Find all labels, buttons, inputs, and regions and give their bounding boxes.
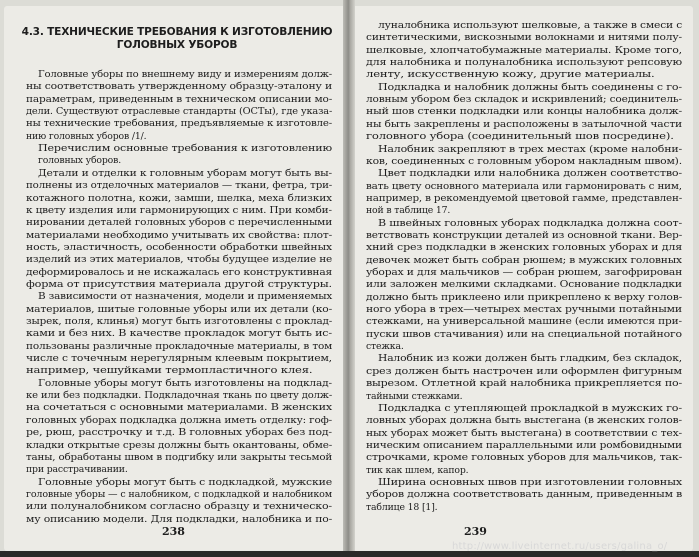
- left_page-text-line: материалами необходимо учитывать их свойства: плот-: [26, 229, 333, 241]
- right_page-text-line: Подкладка и налобник должны быть соединены с го-: [378, 81, 682, 93]
- left_page-text-line: нию головных уборов /1/.: [26, 130, 147, 142]
- right_page-text-line: ный шов стенки подкладки или концы налобника долж-: [366, 106, 682, 118]
- right_page-text-line: головного убора (соединительный шов посредине).: [366, 131, 674, 143]
- left_page-text-line: Детали и отделки к головным уборам могут быть вы-: [38, 167, 332, 179]
- right_page-text-line: Налобник закрепляют в трех местах (кроме налобни-: [378, 143, 683, 155]
- right_page-text-line: например, в рекомендуемой цветовой гамме, представлен-: [366, 192, 683, 204]
- left_page-text-line: полнены из отделочных материалов — ткани, фетра, три-: [26, 180, 333, 192]
- right_page-text-line: ленту, искусственную кожу, другие материалы.: [366, 69, 655, 81]
- left_page-text-line: ре, рюш, расстрочку и т.д. В головных уборах без под-: [26, 427, 332, 439]
- left_page-text-line: изделий из этих материалов, чтобы будущее изделие не: [26, 254, 333, 266]
- right_page-text-line: пуски швов стачивания) или на специальной потайного: [366, 328, 682, 340]
- right_page-text-line: уборах и для мальчиков — собран рюшем, загофрирован: [366, 267, 683, 278]
- left_page-text-line: ке или без подкладки. Подкладочная ткань по цвету долж-: [26, 390, 333, 402]
- right_page-text-line: ков, соединенных с головным убором накладным швом).: [366, 155, 682, 167]
- left_page-text-line: Головные уборы могут быть с подкладкой, мужские: [38, 476, 333, 488]
- right_page-text-line: Цвет подкладки или налобника должен соответство-: [378, 168, 683, 180]
- right_page-text-line: луналобника используют шелковые, а также в смеси с: [378, 20, 683, 31]
- right_page-text-line: ническим описанием параллельными или ромбовидными: [366, 439, 682, 451]
- left_page-text-line: котажного полотна, кожи, замши, шелка, меха близких: [26, 192, 332, 204]
- left_page-text-line: параметрам, приведенным в техническом описании мо-: [26, 93, 333, 105]
- left_page-text-line: Головные уборы могут быть изготовлены на подклад-: [38, 377, 332, 389]
- left_page-text-line: дели. Существуют отраслевые стандарты (ОСТы), где указа-: [26, 106, 333, 118]
- right_page-text-line: или заложен мелкими складками. Основание подкладки: [366, 279, 682, 291]
- left_page-text-line: на сочетаться с основными материалами. В женских: [26, 402, 333, 414]
- right_page-text-line: Налобник из кожи должен быть гладким, без складок,: [378, 353, 683, 365]
- right-page: [352, 6, 693, 551]
- left_page-text-line: кладки открытые срезы должны быть окантованы, обме-: [26, 439, 333, 451]
- left_page-text-line: головных уборов.: [38, 155, 122, 167]
- right_page-text-line: тик как шлем, капор.: [366, 464, 469, 476]
- right_page-text-line: таблице 18 [1].: [366, 501, 438, 513]
- left_page-text-line: таны, обработаны швом в подгибку или закрыты тесьмой: [26, 451, 333, 463]
- right_page-text-line: ной в таблице 17.: [366, 205, 451, 217]
- left_page-text-line: ны технические требования, предъявляемые к изготовле-: [26, 118, 333, 130]
- left_page-text-line: ность, эластичность, особенности обработки швейных: [26, 241, 332, 253]
- right_page-text-line: ветствовать конструкции деталей из основной ткани. Вер-: [366, 229, 683, 241]
- book-gutter: [343, 0, 355, 557]
- page-number-right: 239: [464, 525, 487, 538]
- left_page-text-line: пользованы различные прокладочные материалы, в том: [26, 340, 333, 352]
- left_page-text-line: зырек, поля, клинья) могут быть изготовлены с проклад-: [26, 316, 333, 327]
- footer-url: http://www.liveinternet.ru/users/galina_o/: [452, 541, 668, 552]
- left_page-text-line: В зависимости от назначения, модели и применяемых: [38, 291, 333, 303]
- section-heading-line-2: ГОЛОВНЫХ УБОРОВ: [116, 39, 238, 51]
- left_page-text-line: или полуналобником согласно образцу и техническо-: [26, 501, 332, 513]
- section-heading: [18, 26, 336, 52]
- left_page-text-line: головные уборы — с налобником, с подкладкой и налобником: [26, 488, 333, 500]
- right_page-text-line: ловных уборах должна быть выстегана (в женских голов-: [366, 415, 682, 427]
- left_page-text-line: форма от присутствия материала другой структуры.: [26, 278, 332, 290]
- left_page-text-line: нировании деталей головных уборов с перечисленными: [26, 217, 333, 229]
- right_page-text-line: В швейных головных уборах подкладка должна соот-: [378, 217, 683, 229]
- left_page-text-line: числе с точечным нерегулярным клеевым покрытием,: [26, 353, 332, 365]
- left_page-text-line: ками и без них. В качестве прокладок могут быть ис-: [26, 328, 332, 340]
- left_page-text-line: например, чешуйками термопластичного клея.: [26, 365, 313, 377]
- right_page-text-line: ны быть закреплены и расположены в затылочной части: [366, 118, 683, 130]
- right_page-text-line: должно быть приклеено или прикреплено к верху голов-: [366, 291, 683, 303]
- right_page-text-line: тайными стежками.: [366, 390, 463, 402]
- right_page-text-line: шелковые, хлопчатобумажные материалы. Кроме того,: [366, 44, 683, 56]
- page-number-left: 238: [162, 525, 185, 538]
- right_page-text-line: вать цвету основного материала или гармонировать с ним,: [366, 180, 682, 192]
- left_page-text-line: материалов, шитые головные уборы или их детали (ко-: [26, 303, 333, 315]
- left_page-text-line: му описанию модели. Для подкладки, налобника и по-: [26, 513, 333, 525]
- right_page-text-line: девочек может быть собран рюшем; в мужских головных: [366, 254, 682, 266]
- right_page-text-line: ных уборах может быть выстегана) в соответствии с тех-: [366, 427, 682, 439]
- left_page-text-line: ны соответствовать утвержденному образцу-эталону и: [26, 81, 333, 93]
- right_page-text-line: ного убора в трех—четырех местах ручными потайными: [366, 304, 682, 316]
- right_page-text-line: для налобника и полуналобника используют репсовую: [366, 57, 682, 69]
- right_page-text-line: уборов должна соответствовать данным, приведенным в: [366, 489, 683, 501]
- left_page-text-line: деформировалось и не искажалась его конструктивная: [26, 266, 333, 278]
- left_page-text-line: при расстрачивании.: [26, 464, 128, 476]
- right_page-text-line: синтетическими, вискозными волокнами и нитями полу-: [366, 32, 682, 44]
- left_page-text-line: Головные уборы по внешнему виду и измерениям долж-: [38, 69, 333, 80]
- right_page-text-line: Ширина основных швов при изготовлении головных: [378, 476, 682, 488]
- right_page-text-line: вырезом. Отлетной край налобника прикрепляется по-: [366, 378, 683, 390]
- right_page-text-line: строчками, кроме головных уборов для мальчиков, так-: [366, 452, 683, 464]
- section-heading-line-1: 4.3. ТЕХНИЧЕСКИЕ ТРЕБОВАНИЯ К ИЗГОТОВЛЕНИЮ: [21, 26, 333, 38]
- right_page-text-line: срез должен быть настрочен или оформлен фигурным: [366, 365, 682, 377]
- right_page-text-line: стежками, на универсальной машине (если имеются при-: [366, 316, 682, 328]
- left_page-text-line: Перечислим основные требования к изготовлению: [38, 143, 332, 155]
- right_page-text-line: хний срез подкладки в женских головных уборах и для: [366, 242, 683, 254]
- left-page: [4, 6, 345, 551]
- left_page-text-line: головных уборах подкладка должна иметь отделку: гоф-: [26, 414, 333, 426]
- right_page-text-line: стежка.: [366, 341, 404, 353]
- right_page-text-line: Подкладка с утепляющей прокладкой в мужских го-: [378, 402, 682, 414]
- right_page-text-line: ловным убором без складок и искривлений; соединитель-: [366, 94, 682, 106]
- left_page-text-line: к цвету изделия или гармонирующих с ним. При комби-: [26, 204, 332, 216]
